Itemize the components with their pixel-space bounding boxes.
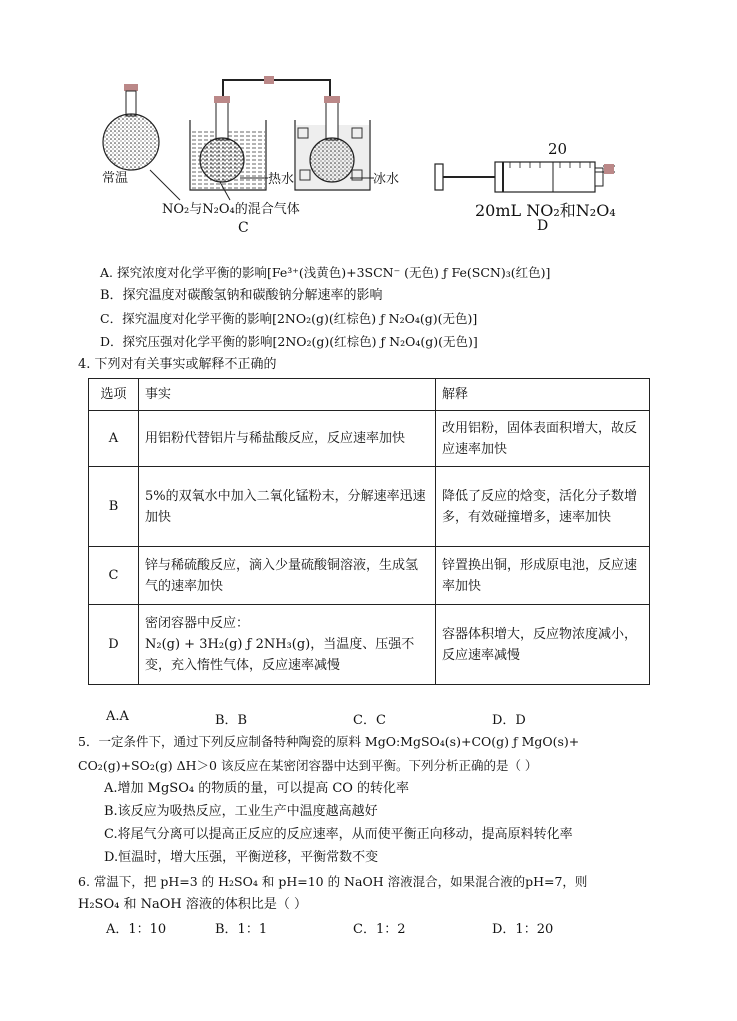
q3-option-b: B．探究温度对碳酸氢钠和碳酸钠分解速率的影响 xyxy=(100,288,383,303)
q5-option-c[interactable]: C.将尾气分离可以提高正反应的反应速率，从而使平衡正向移动，提高原料转化率 xyxy=(104,827,573,842)
label-c: C xyxy=(238,220,249,236)
q6-answer-b[interactable]: B．1：1 xyxy=(215,922,268,937)
q5-option-b[interactable]: B.该反应为吸热反应，工业生产中温度越高越好 xyxy=(104,804,378,819)
syringe xyxy=(435,162,615,192)
table-row xyxy=(89,411,650,467)
q6-line2: H₂SO₄ 和 NaOH 溶液的体积比是（ ） xyxy=(78,897,307,912)
row-option: D xyxy=(89,605,139,685)
label-hot-water: 热水 xyxy=(268,172,295,187)
label-room-temp: 常温 xyxy=(102,171,129,186)
row-fact: 5%的双氧水中加入二氧化锰粉末，分解速率迅速加快 xyxy=(139,467,436,547)
row-reason: 降低了反应的焓变，活化分子数增多，有效碰撞增多，速率加快 xyxy=(436,467,650,547)
table-header-row xyxy=(89,379,650,411)
q4-answer-c[interactable]: C．C xyxy=(353,713,386,728)
syringe-caption: 20mL NO₂和N₂O₄ xyxy=(475,201,616,220)
q6-answer-c[interactable]: C．1：2 xyxy=(353,922,406,937)
q4-table xyxy=(88,378,650,685)
flask-room-temp xyxy=(103,84,159,170)
header-fact: 事实 xyxy=(139,379,436,411)
header-reason: 解释 xyxy=(436,379,650,411)
q6-answer-a[interactable]: A．1：10 xyxy=(106,922,167,937)
q5-option-a[interactable]: A.增加 MgSO₄ 的物质的量，可以提高 CO 的转化率 xyxy=(104,781,410,796)
q4-answer-a[interactable]: A.A xyxy=(106,709,129,724)
row-reason: 改用铝粉，固体表面积增大，故反应速率加快 xyxy=(436,411,650,467)
row-fact: 用铝粉代替铝片与稀盐酸反应，反应速率加快 xyxy=(139,411,436,467)
q3-option-a: A. 探究浓度对化学平衡的影响[Fe³⁺(浅黄色)+3SCN⁻ (无色) ƒ Fe(SCN)₃(红色)] xyxy=(100,265,551,280)
q5-line2: CO₂(g)+SO₂(g) ΔH＞0 该反应在某密闭容器中达到平衡。下列分析正确的是（ ） xyxy=(78,758,538,773)
q5-option-d[interactable]: D.恒温时，增大压强，平衡逆移，平衡常数不变 xyxy=(104,850,379,865)
table-row xyxy=(89,547,650,605)
label-d: D xyxy=(537,218,549,234)
q4-answer-b[interactable]: B．B xyxy=(215,713,248,728)
q3-option-c: C．探究温度对化学平衡的影响[2NO₂(g)(红棕色) ƒ N₂O₄(g)(无色)] xyxy=(100,311,478,326)
row-reason: 容器体积增大，反应物浓度减小，反应速率减慢 xyxy=(436,605,650,685)
q4-stem: 4. 下列对有关事实或解释不正确的 xyxy=(78,357,277,372)
table-row xyxy=(89,605,650,685)
row-option: C xyxy=(89,547,139,605)
row-option: A xyxy=(89,411,139,467)
row-reason: 锌置换出铜，形成原电池，反应速率加快 xyxy=(436,547,650,605)
q6-line1: 6. 常温下，把 pH=3 的 H₂SO₄ 和 pH=10 的 NaOH 溶液混合，如果混合液的pH=7，则 xyxy=(78,874,588,889)
q4-answer-d[interactable]: D．D xyxy=(492,713,526,728)
row-fact xyxy=(139,605,436,685)
label-mixture: NO₂与N₂O₄的混合气体 xyxy=(162,202,300,217)
q5-line1: 5．一定条件下，通过下列反应制备特种陶瓷的原料 MgO:MgSO₄(s)+CO(g) ƒ MgO(s)+ xyxy=(78,734,580,749)
q6-answer-d[interactable]: D．1：20 xyxy=(492,922,554,937)
apparatus-figure xyxy=(90,70,650,245)
beaker-ice-water xyxy=(295,96,370,190)
q3-option-d: D．探究压强对化学平衡的影响[2NO₂(g)(红棕色) ƒ N₂O₄(g)(无色)] xyxy=(100,334,478,349)
row-fact-line2: N₂(g) + 3H₂(g) ƒ 2NH₃(g)，当温度、压强不变，充入惰性气体，反应速率减慢 xyxy=(145,637,415,673)
row-option: B xyxy=(89,467,139,547)
syringe-scale-label: 20 xyxy=(548,140,568,158)
row-fact: 锌与稀硫酸反应，滴入少量硫酸铜溶液，生成氢气的速率加快 xyxy=(139,547,436,605)
beaker-hot-water xyxy=(190,96,266,190)
table-row xyxy=(89,467,650,547)
label-ice-water: 冰水 xyxy=(373,172,400,187)
row-fact-line1: 密闭容器中反应： xyxy=(145,616,250,631)
header-option: 选项 xyxy=(89,379,139,411)
